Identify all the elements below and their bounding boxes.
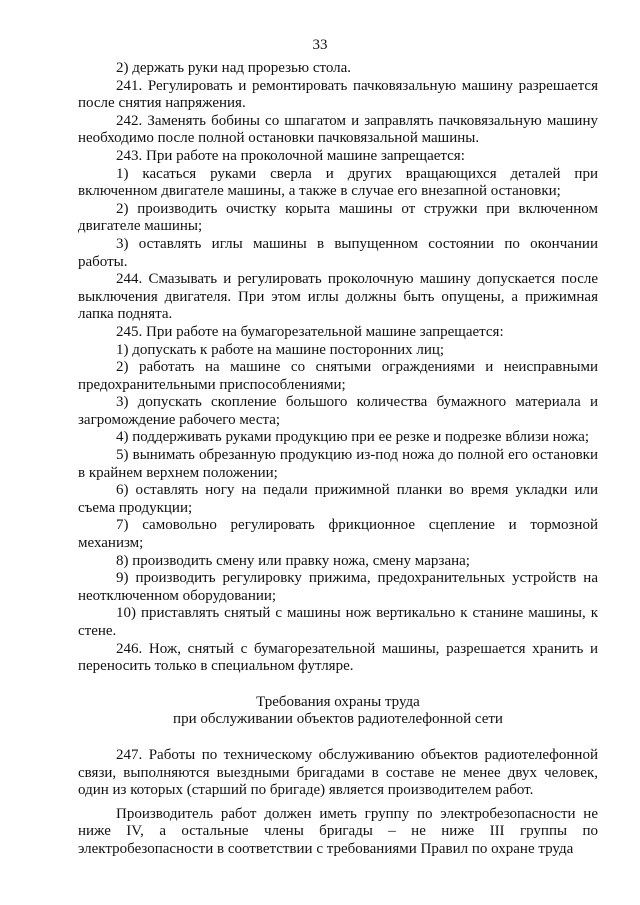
clause-246: 246. Нож, снятый с бумагорезательной машины, разрешается хранить и переносить только в специальном футляре. xyxy=(78,640,598,675)
paragraph: Производитель работ должен иметь группу по электробезопасности не ниже IV, а остальные члены бригады – не ниже III группы по электробезопасности в соответствии с требованиями Правил по охране труда xyxy=(78,805,598,857)
list-item: 10) приставлять снятый с машины нож вертикально к станине машины, к стене. xyxy=(78,605,598,639)
list-item: 1) допускать к работе на машине посторонних лиц; xyxy=(116,341,445,358)
clause-244: 244. Смазывать и регулировать проколочную машину допускается после выключения двигателя. При этом иглы должны быть опущены, а прижимная лапка поднята. xyxy=(78,271,598,323)
clause-242: 242. Заменять бобины со шпагатом и заправлять пачковязальную машину необходимо после полной остановки пачковязальной машины. xyxy=(78,112,598,147)
list-item: 2) работать на машине со снятыми ограждениями и неисправными предохранительными приспособлениями; xyxy=(78,359,598,393)
clause-241: 241. Регулировать и ремонтировать пачковязальную машину разрешается после снятия напряжения. xyxy=(78,77,598,112)
list-item: 8) производить смену или правку ножа, смену марзана; xyxy=(116,552,470,569)
list-item: 6) оставлять ногу на педали прижимной планки во время укладки или съема продукции; xyxy=(78,482,598,516)
document-body xyxy=(78,60,598,859)
list-item: 2) держать руки над прорезью стола. xyxy=(116,60,352,76)
clause-243: 243. При работе на проколочной машине запрещается: xyxy=(116,147,465,164)
list-item: 4) поддерживать руками продукцию при ее резке и подрезке вблизи ножа; xyxy=(116,429,590,446)
list-item: 5) вынимать обрезанную продукцию из-под ножа до полной его остановки в крайнем верхнем положении; xyxy=(78,447,598,481)
list-item: 7) самовольно регулировать фрикционное сцепление и тормозной механизм; xyxy=(78,517,598,552)
section-heading-line2: при обслуживании объектов радиотелефонной сети xyxy=(173,711,503,728)
section-heading-line1: Требования охраны труда xyxy=(256,693,420,710)
clause-245: 245. При работе на бумагорезательной машине запрещается: xyxy=(116,323,504,340)
page-number: 33 xyxy=(312,37,328,53)
list-item: 2) производить очистку корыта машины от стружки при включенном двигателе машины; xyxy=(78,200,598,235)
list-item: 1) касаться руками сверла и других вращающихся деталей при включенном двигателе машины, а также в случае его внезапной остановки; xyxy=(78,165,598,200)
list-item: 9) производить регулировку прижима, предохранительных устройств на неотключенном оборудовании; xyxy=(78,570,598,604)
list-item: 3) допускать скопление большого количества бумажного материала и загромождение рабочего места; xyxy=(78,394,598,428)
clause-247: 247. Работы по техническому обслуживанию объектов радиотелефонной связи, выполняются выездными бригадами в составе не менее двух человек, один из которых (старший по бригаде) является производителем работ. xyxy=(78,746,598,799)
list-item: 3) оставлять иглы машины в выпущенном состоянии по окончании работы. xyxy=(78,235,598,270)
